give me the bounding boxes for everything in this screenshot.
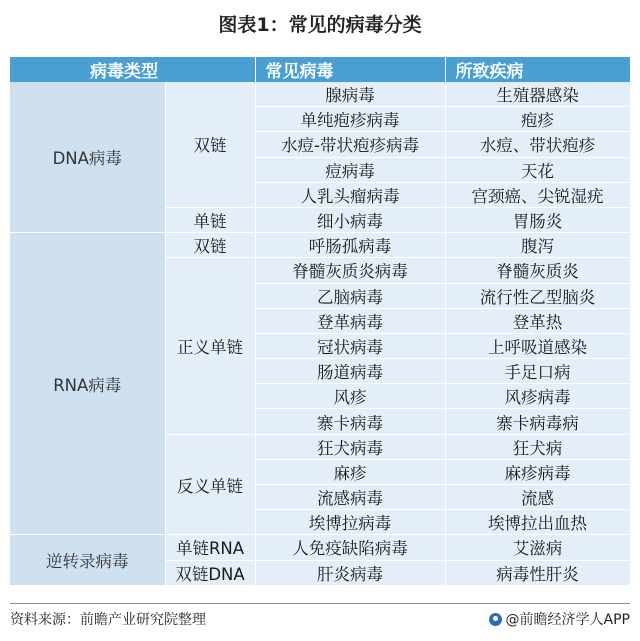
- virus-name-cell: 乙脑病毒: [255, 283, 445, 308]
- virus-name-cell: 水痘-带状疱疹病毒: [255, 132, 445, 157]
- footer: [10, 603, 630, 629]
- disease-cell: 疱疹: [445, 107, 630, 132]
- subgroup-cell: 双链DNA: [165, 560, 255, 585]
- virus-name-cell: 人乳头瘤病毒: [255, 182, 445, 207]
- subgroup-cell: 单链: [165, 207, 255, 232]
- virus-name-cell: 冠状病毒: [255, 333, 445, 358]
- table-row: [10, 535, 630, 560]
- subgroup-cell: 反义单链: [165, 434, 255, 535]
- disease-cell: 上呼吸道感染: [445, 333, 630, 358]
- virus-name-cell: 埃博拉病毒: [255, 510, 445, 535]
- disease-cell: 埃博拉出血热: [445, 510, 630, 535]
- disease-cell: 寨卡病毒病: [445, 409, 630, 434]
- disease-cell: 生殖器感染: [445, 82, 630, 107]
- brand-label: @前瞻经济学人APP: [505, 612, 630, 628]
- chart-title: 图表1：常见的病毒分类: [218, 14, 422, 36]
- virus-name-cell: 风疹: [255, 384, 445, 409]
- virus-name-cell: 细小病毒: [255, 207, 445, 232]
- subgroup-cell: 双链: [165, 233, 255, 258]
- virus-name-cell: 呼肠孤病毒: [255, 233, 445, 258]
- subgroup-cell: 单链RNA: [165, 535, 255, 560]
- virus-name-cell: 单纯疱疹病毒: [255, 107, 445, 132]
- virus-name-cell: 肠道病毒: [255, 359, 445, 384]
- disease-cell: 手足口病: [445, 359, 630, 384]
- disease-cell: 病毒性肝炎: [445, 560, 630, 585]
- virus-name-cell: 人免疫缺陷病毒: [255, 535, 445, 560]
- header-disease: 所致疾病: [445, 57, 630, 82]
- virus-name-cell: 痘病毒: [255, 157, 445, 182]
- virus-classification-table: [10, 57, 631, 586]
- disease-cell: 腹泻: [445, 233, 630, 258]
- virus-name-cell: 登革病毒: [255, 308, 445, 333]
- header-virus-type: 病毒类型: [10, 57, 255, 82]
- disease-cell: 登革热: [445, 308, 630, 333]
- subgroup-cell: 双链: [165, 82, 255, 207]
- table-row: [10, 233, 630, 258]
- disease-cell: 宫颈癌、尖锐湿疣: [445, 182, 630, 207]
- source-note: 资料来源：前瞻产业研究院整理: [10, 612, 206, 628]
- table-body: [10, 82, 630, 585]
- virus-name-cell: 脊髓灰质炎病毒: [255, 258, 445, 283]
- virus-name-cell: 寨卡病毒: [255, 409, 445, 434]
- header-common-virus: 常见病毒: [255, 57, 445, 82]
- virus-name-cell: 腺病毒: [255, 82, 445, 107]
- virus-name-cell: 狂犬病毒: [255, 434, 445, 459]
- virus-name-cell: 流感病毒: [255, 485, 445, 510]
- disease-cell: 水痘、带状疱疹: [445, 132, 630, 157]
- disease-cell: 流行性乙型脑炎: [445, 283, 630, 308]
- disease-cell: 脊髓灰质炎: [445, 258, 630, 283]
- subgroup-cell: 正义单链: [165, 258, 255, 434]
- brand-credit: [489, 609, 630, 629]
- disease-cell: 胃肠炎: [445, 207, 630, 232]
- virus-name-cell: 肝炎病毒: [255, 560, 445, 585]
- disease-cell: 天花: [445, 157, 630, 182]
- category-cell: 逆转录病毒: [10, 535, 165, 585]
- virus-name-cell: 麻疹: [255, 459, 445, 484]
- category-cell: RNA病毒: [10, 233, 165, 535]
- table-row: [10, 82, 630, 107]
- disease-cell: 狂犬病: [445, 434, 630, 459]
- disease-cell: 麻疹病毒: [445, 459, 630, 484]
- qianzhan-logo-icon: [489, 613, 502, 626]
- category-cell: DNA病毒: [10, 82, 165, 233]
- table-header-row: [10, 57, 630, 82]
- disease-cell: 风疹病毒: [445, 384, 630, 409]
- disease-cell: 艾滋病: [445, 535, 630, 560]
- disease-cell: 流感: [445, 485, 630, 510]
